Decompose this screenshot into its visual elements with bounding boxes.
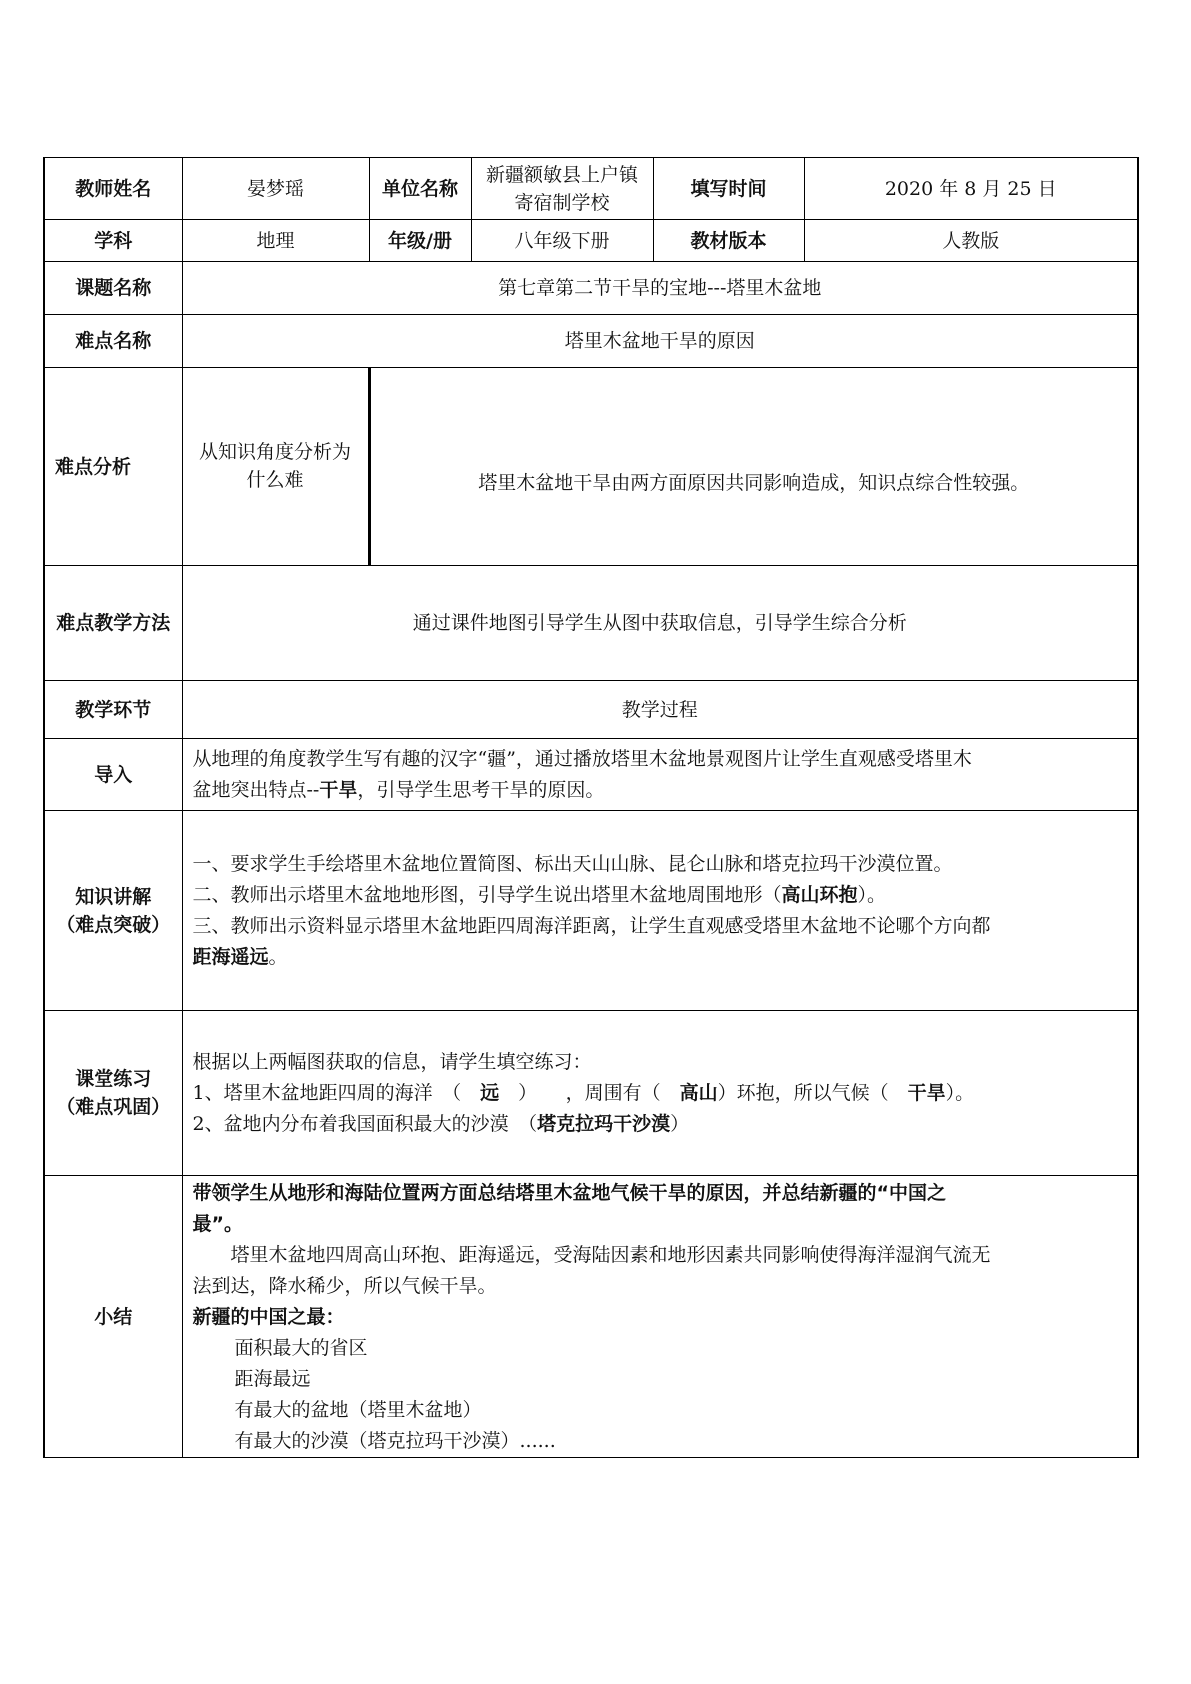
method-value: 通过课件地图引导学生从图中获取信息，引导学生综合分析 bbox=[182, 566, 1138, 681]
analysis-sub-label bbox=[182, 368, 369, 566]
practice-q1-d: ）。 bbox=[945, 1081, 975, 1104]
intro-keyword: 干旱 bbox=[319, 778, 358, 801]
practice-q1-answer-3: 干旱 bbox=[907, 1081, 946, 1104]
practice-q1-answer-2: 高山 bbox=[679, 1081, 718, 1104]
practice-q2-b: ） bbox=[670, 1112, 690, 1135]
practice-q2-answer: 塔克拉玛干沙漠 bbox=[537, 1112, 671, 1135]
practice-label bbox=[44, 1011, 182, 1176]
practice-q1-b: ） ，周围有（ bbox=[499, 1081, 680, 1104]
intro-line-2-a: 盆地突出特点-- bbox=[192, 778, 320, 801]
summary-para-line-1: 塔里木盆地四周高山环抱、距海遥远，受海陆因素和地形因素共同影响使得海洋湿润气流无 bbox=[230, 1244, 991, 1266]
date-label: 填写时间 bbox=[653, 158, 804, 220]
summary-row bbox=[44, 1176, 1138, 1458]
explain-item-3-line-1: 三、教师出示资料显示塔里木盆地距四周海洋距离，让学生直观感受塔里木盆地不论哪个方向都 bbox=[192, 914, 991, 937]
explain-item-1: 一、要求学生手绘塔里木盆地位置简图、标出天山山脉、昆仑山脉和塔克拉玛干沙漠位置。 bbox=[192, 852, 953, 875]
stage-row bbox=[44, 681, 1138, 739]
analysis-value: 塔里木盆地干旱由两方面原因共同影响造成，知识点综合性较强。 bbox=[369, 368, 1138, 566]
summary-item: 有最大的盆地（塔里木盆地） bbox=[234, 1399, 482, 1421]
grade-label: 年级/册 bbox=[369, 220, 471, 262]
stage-label: 教学环节 bbox=[44, 681, 182, 739]
method-label: 难点教学方法 bbox=[44, 566, 182, 681]
explain-label-line-1: 知识讲解 bbox=[75, 885, 152, 908]
explain-label-line-2: （难点突破） bbox=[56, 913, 171, 936]
intro-line-2-c: ，引导学生思考干旱的原因。 bbox=[357, 778, 605, 801]
difficulty-value: 塔里木盆地干旱的原因 bbox=[182, 315, 1138, 368]
edition-value: 人教版 bbox=[804, 220, 1138, 262]
teacher-value: 晏梦瑶 bbox=[182, 158, 369, 220]
summary-bold-line-1: 带领学生从地形和海陆位置两方面总结塔里木盆地气候干旱的原因，并总结新疆的“中国之 bbox=[192, 1182, 946, 1204]
explain-item-2-c: ）。 bbox=[857, 883, 887, 906]
header-row-1 bbox=[44, 158, 1138, 220]
practice-question-2 bbox=[193, 1109, 1128, 1140]
analysis-label: 难点分析 bbox=[44, 368, 182, 566]
edition-label: 教材版本 bbox=[653, 220, 804, 262]
explain-label bbox=[44, 811, 182, 1011]
summary-item: 距海最远 bbox=[234, 1368, 311, 1390]
intro-content bbox=[182, 739, 1138, 811]
intro-row bbox=[44, 739, 1138, 811]
summary-bold-line-2: 最”。 bbox=[192, 1213, 243, 1235]
unit-line-1: 新疆额敏县上户镇 bbox=[485, 163, 638, 186]
summary-item: 面积最大的省区 bbox=[234, 1337, 368, 1359]
unit-value bbox=[471, 158, 653, 220]
unit-line-2: 寄宿制学校 bbox=[514, 191, 610, 214]
practice-q1-c: ）环抱，所以气候（ bbox=[717, 1081, 908, 1104]
explain-item-2-keyword: 高山环抱 bbox=[781, 883, 858, 906]
method-row bbox=[44, 566, 1138, 681]
topic-value: 第七章第二节干旱的宝地---塔里木盆地 bbox=[182, 262, 1138, 315]
practice-q1-answer-1: 远 bbox=[480, 1081, 500, 1104]
practice-question-1 bbox=[193, 1078, 1128, 1109]
subject-value: 地理 bbox=[182, 220, 369, 262]
explain-item-2 bbox=[193, 880, 1128, 911]
practice-intro: 根据以上两幅图获取的信息，请学生填空练习： bbox=[192, 1050, 592, 1073]
intro-line-1: 从地理的角度教学生写有趣的汉字“疆”，通过播放塔里木盆地景观图片让学生直观感受塔里木 bbox=[192, 747, 972, 770]
summary-sub-title: 新疆的中国之最： bbox=[192, 1306, 345, 1328]
grade-value: 八年级下册 bbox=[471, 220, 653, 262]
explain-item-3-line-2 bbox=[193, 942, 1128, 973]
summary-label: 小结 bbox=[44, 1176, 182, 1458]
intro-label: 导入 bbox=[44, 739, 182, 811]
difficulty-label: 难点名称 bbox=[44, 315, 182, 368]
explain-item-3-keyword: 距海遥远 bbox=[192, 945, 269, 968]
topic-row bbox=[44, 262, 1138, 315]
analysis-row bbox=[44, 368, 1138, 566]
practice-q1-a: 1、塔里木盆地距四周的海洋 （ bbox=[192, 1081, 481, 1104]
summary-para-line-2: 法到达，降水稀少，所以气候干旱。 bbox=[192, 1275, 497, 1297]
topic-label: 课题名称 bbox=[44, 262, 182, 315]
unit-label: 单位名称 bbox=[369, 158, 471, 220]
practice-row bbox=[44, 1011, 1138, 1176]
subject-label: 学科 bbox=[44, 220, 182, 262]
practice-label-line-2: （难点巩固） bbox=[56, 1096, 171, 1118]
explain-row bbox=[44, 811, 1138, 1011]
lesson-plan-form bbox=[43, 157, 1137, 1458]
date-value: 2020 年 8 月 25 日 bbox=[804, 158, 1138, 220]
difficulty-row bbox=[44, 315, 1138, 368]
lesson-plan-table bbox=[43, 157, 1139, 1458]
intro-line-2 bbox=[193, 775, 1128, 806]
header-row-2 bbox=[44, 220, 1138, 262]
explain-content bbox=[182, 811, 1138, 1011]
explain-item-3-end: 。 bbox=[268, 945, 288, 968]
practice-content bbox=[182, 1011, 1138, 1176]
analysis-sub-label-line-2: 什么难 bbox=[246, 469, 304, 491]
practice-label-line-1: 课堂练习 bbox=[75, 1068, 152, 1090]
practice-q2-a: 2、盆地内分布着我国面积最大的沙漠 （ bbox=[192, 1112, 538, 1135]
teacher-label: 教师姓名 bbox=[44, 158, 182, 220]
explain-item-2-a: 二、教师出示塔里木盆地地形图，引导学生说出塔里木盆地周围地形（ bbox=[192, 883, 782, 906]
summary-item: 有最大的沙漠（塔克拉玛干沙漠）...... bbox=[234, 1430, 556, 1452]
stage-value: 教学过程 bbox=[182, 681, 1138, 739]
summary-content bbox=[182, 1176, 1138, 1458]
analysis-sub-label-line-1: 从知识角度分析为 bbox=[198, 441, 351, 463]
